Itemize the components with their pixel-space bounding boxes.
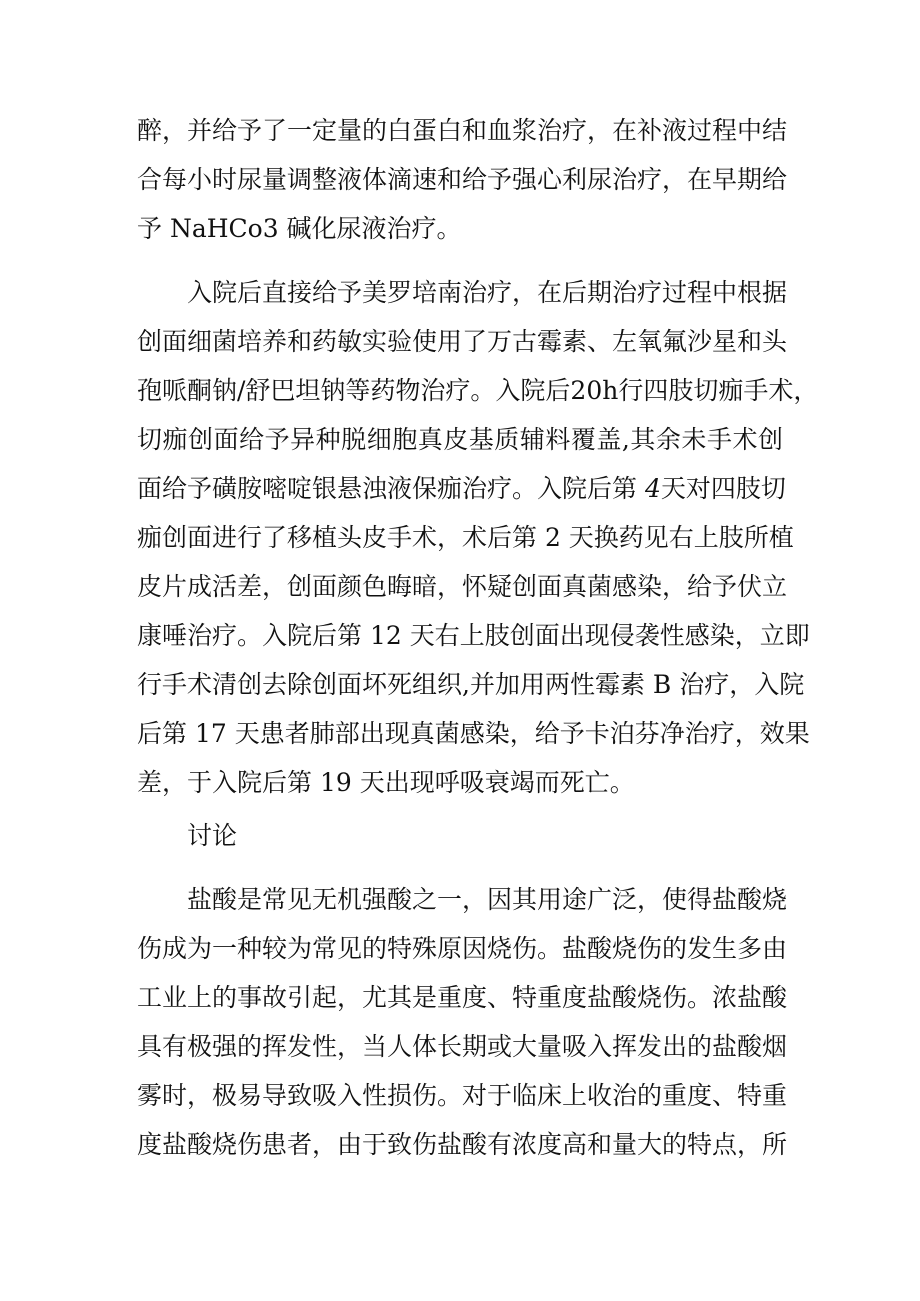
section-heading-discussion: 讨论 <box>187 821 238 850</box>
paragraph-1-line-1: 醉，并给予了一定量的白蛋白和血浆治疗，在补液过程中结 <box>137 116 788 145</box>
paragraph-2-line-11: 差，于入院后第 19 天出现呼吸衰竭而死亡。 <box>137 768 635 797</box>
paragraph-2-line-3: 孢哌酮钠/舒巴坦钠等药物治疗。入院后20h行四肢切痂手术， <box>137 376 819 405</box>
paragraph-2-line-5-italic-number: 4 <box>645 474 661 503</box>
paragraph-3-line-4: 具有极强的挥发性，当人体长期或大量吸入挥发出的盐酸烟 <box>137 1032 788 1061</box>
paragraph-1-line-3: 予 NaHCo3 碱化尿液治疗。 <box>137 214 462 243</box>
paragraph-2-line-1: 入院后直接给予美罗培南治疗，在后期治疗过程中根据 <box>187 278 788 307</box>
paragraph-2-line-5-text-a: 面给予磺胺嘧啶银悬浊液保痂治疗。入院后第 <box>137 474 638 503</box>
paragraph-3-line-6: 度盐酸烧伤患者，由于致伤盐酸有浓度高和量大的特点，所 <box>137 1130 788 1159</box>
paragraph-2-line-2: 创面细菌培养和药敏实验使用了万古霉素、左氧氟沙星和头 <box>137 327 788 356</box>
paragraph-3-line-5: 雾时，极易导致吸入性损伤。对于临床上收治的重度、特重 <box>137 1081 788 1110</box>
paragraph-1-line-2: 合每小时尿量调整液体滴速和给予强心利尿治疗，在早期给 <box>137 165 788 194</box>
paragraph-3-line-2: 伤成为一种较为常见的特殊原因烧伤。盐酸烧伤的发生多由 <box>137 934 788 963</box>
paragraph-3-line-1: 盐酸是常见无机强酸之一，因其用途广泛，使得盐酸烧 <box>187 885 788 914</box>
paragraph-2-line-10: 后第 17 天患者肺部出现真菌感染，给予卡泊芬净治疗，效果 <box>137 719 810 748</box>
paragraph-2-line-5 <box>137 471 786 507</box>
paragraph-2-line-7: 皮片成活差，创面颜色晦暗，怀疑创面真菌感染，给予伏立 <box>137 572 788 601</box>
paragraph-2-line-9: 行手术清创去除创面坏死组织,并加用两性霉素 B 治疗，入院 <box>137 670 805 699</box>
paragraph-2-line-5-text-b: 天对四肢切 <box>660 474 786 503</box>
paragraph-2-line-6: 痂创面进行了移植头皮手术，术后第 2 天换药见右上肢所植 <box>137 523 794 552</box>
paragraph-2-line-4: 切痂创面给予异种脱细胞真皮基质辅料覆盖,其余未手术创 <box>137 425 783 454</box>
paragraph-3-line-3: 工业上的事故引起，尤其是重度、特重度盐酸烧伤。浓盐酸 <box>137 983 788 1012</box>
paragraph-2-line-8: 康唾治疗。入院后第 12 天右上肢创面出现侵袭性感染，立即 <box>137 621 810 650</box>
